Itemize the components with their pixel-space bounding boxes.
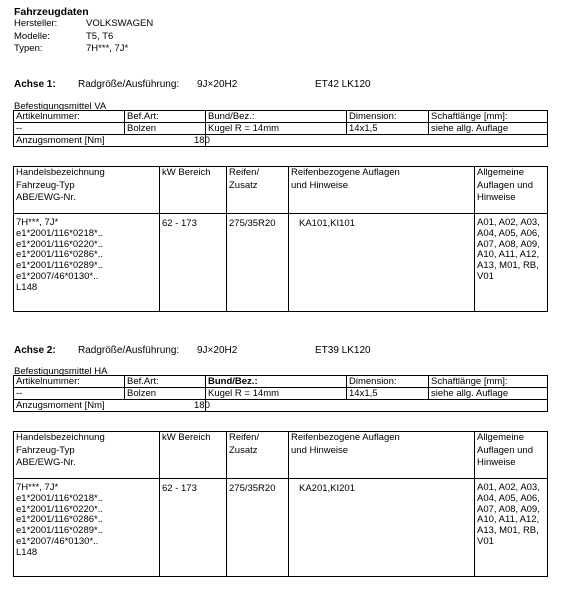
dimension-cell: 14x1,5 [347,388,429,400]
axle-1-vehicle-table [13,166,548,312]
col-general-notes-header: Allgemeine Auflagen und Hinweise [475,167,548,214]
tyre-cell: 275/35R20 [227,479,289,577]
col-tyre-header: Reifen/ Zusatz [227,167,289,214]
col-type-header: Bef.Art: [125,376,206,388]
col-dimension-header: Dimension: [347,111,429,123]
col-kw-header: kW Bereich [160,167,227,214]
col-designation-header: Handelsbezeichnung Fahrzeug-Typ ABE/EWG-Nr. [14,432,160,479]
col-article-header: Artikelnummer: [14,376,125,388]
col-article-header: Artikelnummer: [14,111,125,123]
axle-1-fastening-table [13,110,548,147]
models-value: T5, T6 [86,30,114,42]
kw-cell: 62 - 173 [160,214,227,312]
axle-1-et: ET42 LK120 [315,79,371,90]
page-title: Fahrzeugdaten [14,6,89,18]
field-values [86,18,153,56]
types-value: 7H***, 7J* [86,43,129,54]
axle-2-size-value: 9J×20H2 [197,345,238,356]
collar-cell: Kugel R = 14mm [206,388,347,400]
col-dimension-header: Dimension: [347,376,429,388]
col-tyre-header: Reifen/ Zusatz [227,432,289,479]
col-shaft-header: Schaftlänge [mm]: [429,111,548,123]
axle-2-fastening-caption: Befestigungsmittel HA [14,366,108,377]
torque-value: 180 [206,400,548,412]
axle-2-et: ET39 LK120 [315,345,371,356]
col-general-notes-header: Allgemeine Auflagen und Hinweise [475,432,548,479]
shaft-cell: siehe allg. Auflage [429,388,548,400]
kw-cell: 62 - 173 [160,479,227,577]
axle-1-fastening-caption: Befestigungsmittel VA [14,101,107,112]
designation-cell: 7H***, 7J* e1*2001/116*0218*.. e1*2001/116*0220*.. e1*2001/116*0286*.. e1*2001/116*0289*.. e1*2007/46*0130*.. L148 [14,479,160,577]
axle-1-label: Achse 1: [14,79,56,90]
dimension-cell: 14x1,5 [347,123,429,135]
axle-2-fastening-table [13,375,548,412]
manufacturer-value: VOLKSWAGEN [86,18,154,29]
collar-cell: Kugel R = 14mm [206,123,347,135]
axle-2-label: Achse 2: [14,345,56,356]
axle-2-line [14,345,56,356]
tyre-cell: 275/35R20 [227,214,289,312]
type-cell: Bolzen [125,388,206,400]
axle-2-vehicle-table [13,431,548,577]
torque-label: Anzugsmoment [Nm] [14,135,206,147]
col-collar-header: Bund/Bez.: [206,111,347,123]
axle-1-size-value: 9J×20H2 [197,79,238,90]
col-shaft-header: Schaftlänge [mm]: [429,376,548,388]
type-cell: Bolzen [125,123,206,135]
article-cell: -- [14,123,125,135]
col-collar-header: Bund/Bez.: [206,376,347,388]
torque-value: 180 [206,135,548,147]
torque-label: Anzugsmoment [Nm] [14,400,206,412]
col-tyre-notes-header: Reifenbezogene Auflagen und Hinweise [289,167,475,214]
article-cell: -- [14,388,125,400]
field-labels [14,18,84,56]
axle-1-size-label: Radgröße/Ausführung: [78,79,180,90]
general-notes-cell: A01, A02, A03, A04, A05, A06, A07, A08, A09, A10, A11, A12, A13, M01, RB, V01 [475,479,548,577]
designation-cell: 7H***, 7J* e1*2001/116*0218*.. e1*2001/116*0220*.. e1*2001/116*0286*.. e1*2001/116*0289*.. e1*2007/46*0130*.. L148 [14,214,160,312]
models-label: Modelle: [14,30,50,42]
tyre-notes-cell: KA101,KI101 [289,214,475,312]
shaft-cell: siehe allg. Auflage [429,123,548,135]
col-tyre-notes-header: Reifenbezogene Auflagen und Hinweise [289,432,475,479]
axle-2-size-label: Radgröße/Ausführung: [78,345,180,356]
col-type-header: Bef.Art: [125,111,206,123]
tyre-notes-cell: KA201,KI201 [289,479,475,577]
col-kw-header: kW Bereich [160,432,227,479]
general-notes-cell: A01, A02, A03, A04, A05, A06, A07, A08, A09, A10, A11, A12, A13, M01, RB, V01 [475,214,548,312]
col-designation-header: Handelsbezeichnung Fahrzeug-Typ ABE/EWG-Nr. [14,167,160,214]
manufacturer-label: Hersteller: [14,18,58,29]
types-label: Typen: [14,43,43,54]
axle-1-line [14,79,56,90]
